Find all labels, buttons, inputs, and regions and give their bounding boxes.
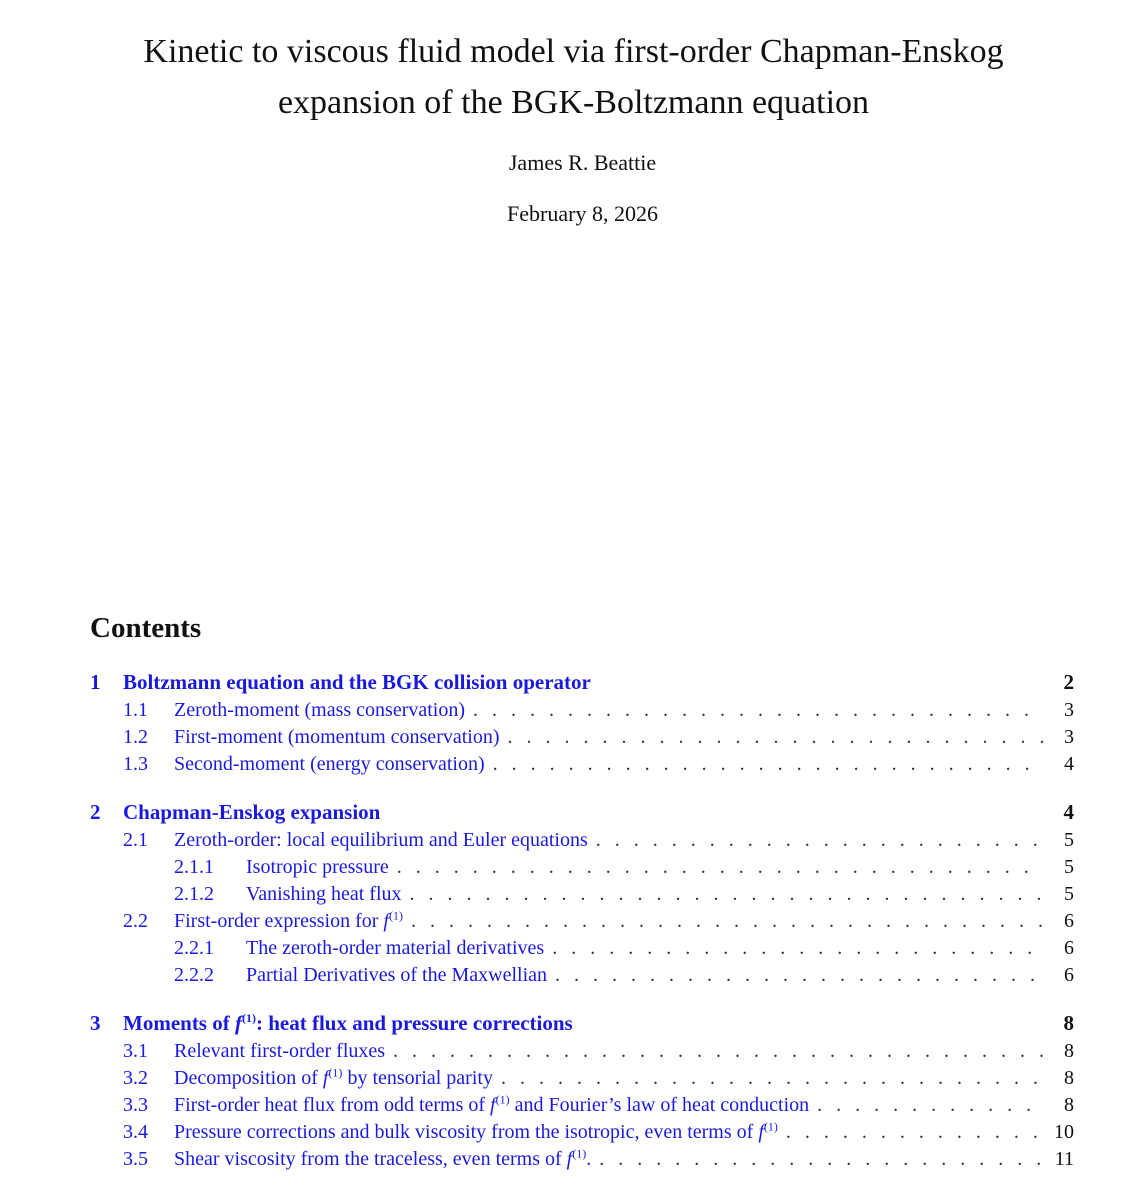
toc-page: 4	[1064, 753, 1074, 775]
toc-entry-2-2-2[interactable]	[90, 964, 1074, 991]
toc-entry-2-2-1[interactable]	[90, 937, 1074, 964]
toc-entry-1[interactable]	[90, 670, 1074, 699]
toc-number: 2.1	[123, 829, 148, 851]
toc-leader	[786, 1121, 1044, 1144]
toc-number: 1.1	[123, 699, 148, 721]
toc-number: 3	[90, 1011, 101, 1035]
toc-leader	[393, 1040, 1044, 1063]
toc-entry-1-3[interactable]	[90, 753, 1074, 780]
toc-number: 2.1.2	[174, 883, 214, 905]
toc-label: Second-moment (energy conservation)	[174, 753, 485, 775]
toc-number: 2.2	[123, 910, 148, 932]
toc-entry-3-5[interactable]	[90, 1148, 1074, 1175]
toc-entry-3-2[interactable]	[90, 1067, 1074, 1094]
toc-label: Zeroth-order: local equilibrium and Euler equations	[174, 829, 588, 851]
toc-label: First-moment (momentum conservation)	[174, 726, 500, 748]
title-line-2: expansion of the BGK-Boltzmann equation	[277, 84, 870, 121]
toc-page: 3	[1064, 699, 1074, 721]
toc-number: 1.2	[123, 726, 148, 748]
table-of-contents	[90, 670, 1074, 1175]
toc-number: 3.5	[123, 1148, 148, 1170]
toc-entry-1-1[interactable]	[90, 699, 1074, 726]
toc-label: Partial Derivatives of the Maxwellian	[246, 964, 548, 986]
toc-page: 11	[1054, 1148, 1074, 1170]
toc-leader	[596, 829, 1044, 852]
toc-leader	[599, 1148, 1044, 1171]
toc-page: 8	[1063, 1011, 1074, 1035]
toc-label: Zeroth-moment (mass conservation)	[174, 699, 466, 721]
toc-page: 8	[1064, 1067, 1074, 1089]
toc-label: Isotropic pressure	[246, 856, 389, 878]
author: James R. Beattie	[508, 150, 657, 175]
toc-page: 6	[1064, 937, 1074, 959]
toc-label: Chapman-Enskog expansion	[123, 800, 381, 824]
toc-page: 6	[1064, 910, 1074, 932]
toc-entry-2[interactable]	[90, 800, 1074, 829]
toc-label: Moments of $f^{(1)}$: heat flux and pressure corrections	[123, 1011, 573, 1035]
toc-page: 8	[1064, 1040, 1074, 1062]
contents-heading: Contents	[90, 612, 202, 644]
toc-entry-3-4[interactable]	[90, 1121, 1074, 1148]
toc-leader	[473, 699, 1044, 722]
toc-label: First-order expression for $f^{(1)}$	[174, 908, 403, 932]
toc-number: 2.2.2	[174, 964, 214, 986]
toc-label: Shear viscosity from the traceless, even terms of $f^{(1)}$.	[174, 1146, 592, 1170]
toc-number: 3.4	[123, 1121, 148, 1143]
paper-title	[60, 26, 1087, 128]
toc-page: 10	[1054, 1121, 1074, 1143]
toc-page: 3	[1064, 726, 1074, 748]
toc-number: 2.2.1	[174, 937, 214, 959]
toc-entry-2-2[interactable]	[90, 910, 1074, 937]
toc-entry-3-1[interactable]	[90, 1040, 1074, 1067]
toc-number: 2.1.1	[174, 856, 214, 878]
toc-label: First-order heat flux from odd terms of $f^{(1)}$ and Fourier’s law of heat conduction	[174, 1092, 810, 1116]
date: February 8, 2026	[507, 201, 658, 226]
toc-leader	[552, 937, 1044, 960]
toc-number: 3.1	[123, 1040, 148, 1062]
toc-label: The zeroth-order material derivatives	[246, 937, 545, 959]
toc-label: Vanishing heat flux	[246, 883, 402, 905]
toc-page: 2	[1063, 670, 1074, 694]
toc-page: 5	[1064, 856, 1074, 878]
toc-entry-3-3[interactable]	[90, 1094, 1074, 1121]
toc-number: 3.2	[123, 1067, 148, 1089]
toc-page: 5	[1064, 883, 1074, 905]
toc-leader	[410, 883, 1044, 906]
title-line-1: Kinetic to viscous fluid model via first-order Chapman-Enskog	[143, 33, 1004, 70]
toc-entry-1-2[interactable]	[90, 726, 1074, 753]
toc-leader	[493, 753, 1044, 776]
toc-entry-2-1[interactable]	[90, 829, 1074, 856]
toc-page: 4	[1063, 800, 1074, 824]
toc-leader	[508, 726, 1045, 749]
toc-entry-2-1-1[interactable]	[90, 856, 1074, 883]
toc-page: 8	[1064, 1094, 1074, 1116]
toc-number: 3.3	[123, 1094, 148, 1116]
toc-leader	[555, 964, 1044, 987]
toc-number: 1	[90, 670, 101, 694]
toc-page: 5	[1064, 829, 1074, 851]
toc-label: Decomposition of $f^{(1)}$ by tensorial parity	[174, 1065, 493, 1089]
toc-number: 2	[90, 800, 101, 824]
toc-number: 1.3	[123, 753, 148, 775]
toc-page: 6	[1064, 964, 1074, 986]
toc-label: Pressure corrections and bulk viscosity from the isotropic, even terms of $f^{(1)}$	[174, 1119, 778, 1143]
toc-entry-3[interactable]	[90, 1011, 1074, 1040]
toc-label: Boltzmann equation and the BGK collision operator	[123, 670, 591, 694]
toc-leader	[397, 856, 1044, 879]
toc-label: Relevant first-order fluxes	[174, 1040, 386, 1062]
toc-leader	[411, 910, 1044, 933]
toc-entry-2-1-2[interactable]	[90, 883, 1074, 910]
toc-leader	[817, 1094, 1044, 1117]
toc-leader	[501, 1067, 1044, 1090]
